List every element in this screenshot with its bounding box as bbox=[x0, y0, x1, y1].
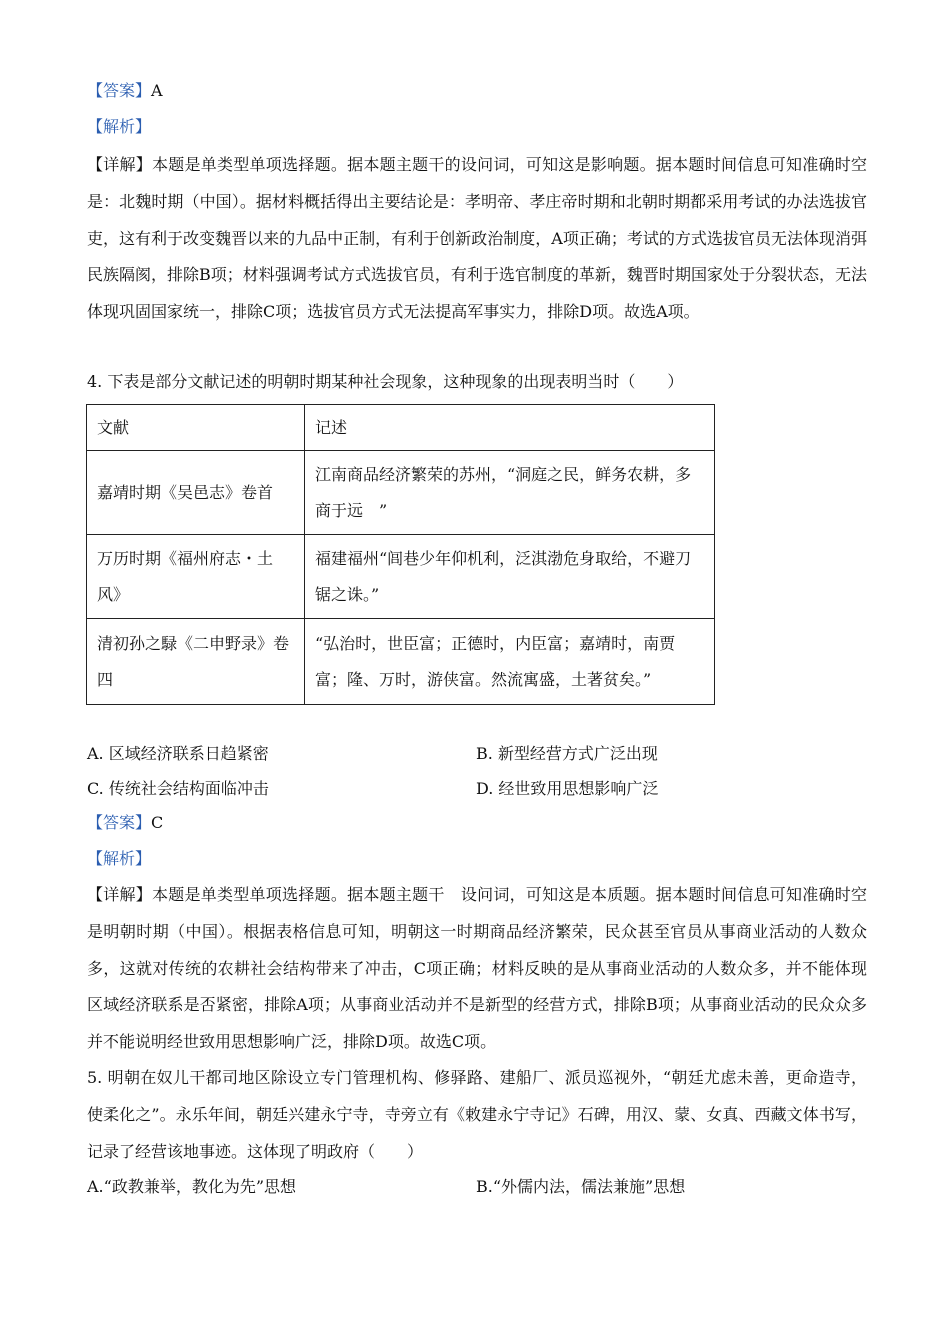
q3-detail: 【详解】本题是单类型单项选择题。据本题主题干的设问词，可知这是影响题。据本题时间信息可知准确时空是：北魏时期（中国）。据材料概括得出主要结论是：孝明帝、孝庄帝时期和北朝时期都采用考试的办法选拔官吏，这有利于改变魏晋以来的九品中正制，有利于创新政治制度，A项正确；考试的方式选拔官员无法体现消弭民族隔阂，排除B项；材料强调考试方式选拔官员，有利于选官制度的革新，魏晋时期国家处于分裂状态，无法体现巩固国家统一，排除C项；选拔官员方式无法提高军事实力，排除D项。故选A项。 bbox=[87, 155, 867, 322]
q4-analysis-tag: 【解析】 bbox=[87, 849, 152, 868]
q5-stem: 5. 明朝在奴儿干都司地区除设立专门管理机构、修驿路、建船厂、派员巡视外，“朝廷尤虑未善，更命造寺，使柔化之”。永乐年间，朝廷兴建永宁寺，寺旁立有《敕建永宁寺记》石碑，用汉、蒙、女真、西藏文体书写，记录了经营该地事迹。这体现了明政府（ ） bbox=[87, 1068, 867, 1161]
q5-option-a: A.“政教兼举，教化为先”思想 bbox=[87, 1177, 297, 1196]
answer-value: A bbox=[151, 81, 163, 100]
q4-option-d: D. 经世致用思想影响广泛 bbox=[476, 779, 659, 798]
q4-option-b: B. 新型经营方式广泛出现 bbox=[476, 744, 658, 763]
answer-tag: 【答案】 bbox=[87, 81, 152, 100]
q4-stem: 4. 下表是部分文献记述的明朝时期某种社会现象，这种现象的出现表明当时（ ） bbox=[87, 372, 684, 391]
q4-option-a: A. 区域经济联系日趋紧密 bbox=[87, 744, 269, 763]
table-row bbox=[87, 451, 715, 535]
q4-detail: 【详解】本题是单类型单项选择题。据本题主题干 设问词，可知这是本质题。据本题时间信息可知准确时空是明朝时期（中国）。根据表格信息可知，明朝这一时期商品经济繁荣，民众甚至官员从事商业活动的人数众多，这就对传统的农耕社会结构带来了冲击，C项正确；材料反映的是从事商业活动的人数众多，并不能体现区域经济联系是否紧密，排除A项；从事商业活动并不是新型的经营方式，排除B项；从事商业活动的民众众多并不能说明经世致用思想影响广泛，排除D项。故选C项。 bbox=[87, 885, 867, 1052]
table-row bbox=[87, 619, 715, 705]
table-cell: 嘉靖时期《吴邑志》卷首 bbox=[87, 451, 305, 535]
table-header-row bbox=[87, 405, 715, 451]
q5-option-b: B.“外儒内法，儒法兼施”思想 bbox=[476, 1177, 686, 1196]
table-cell: 江南商品经济繁荣的苏州，“洞庭之民，鲜务农耕，多商于远 ” bbox=[305, 451, 715, 535]
table-row bbox=[87, 535, 715, 619]
table-cell: 清初孙之騄《二申野录》卷四 bbox=[87, 619, 305, 705]
answer-tag: 【答案】 bbox=[87, 813, 152, 832]
q4-option-c: C. 传统社会结构面临冲击 bbox=[87, 779, 269, 798]
q3-analysis-tag: 【解析】 bbox=[87, 117, 152, 136]
table-header-cell: 文献 bbox=[87, 405, 305, 451]
q3-answer bbox=[87, 81, 163, 101]
table-cell: 万历时期《福州府志・土风》 bbox=[87, 535, 305, 619]
q4-answer bbox=[87, 813, 163, 833]
q4-table bbox=[86, 404, 715, 705]
answer-value: C bbox=[151, 813, 164, 832]
table-cell: “弘治时，世臣富；正德时，内臣富；嘉靖时，南贾富；隆、万时，游侠富。然流寓盛，土著贫矣。” bbox=[305, 619, 715, 705]
table-cell: 福建福州“闾巷少年仰机利，泛淇渤危身取给，不避刀锯之诛。” bbox=[305, 535, 715, 619]
table-header-cell: 记述 bbox=[305, 405, 715, 451]
